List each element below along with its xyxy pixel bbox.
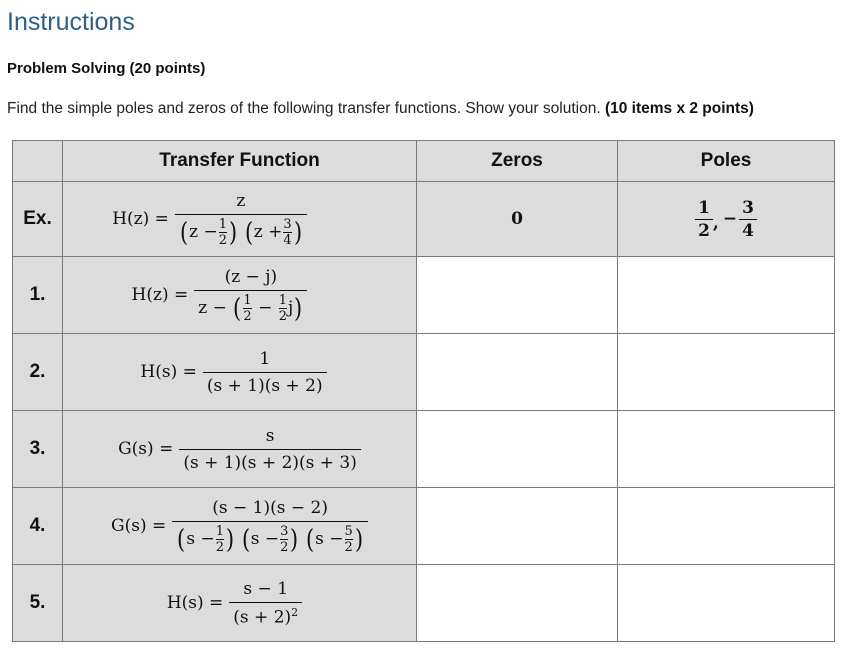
zeros-answer-cell[interactable] bbox=[417, 334, 618, 411]
header-zeros: Zeros bbox=[417, 141, 618, 182]
pole-fraction bbox=[695, 198, 713, 241]
fraction bbox=[203, 349, 327, 396]
table-row bbox=[13, 334, 835, 411]
row-label: Ex. bbox=[13, 182, 63, 257]
numerator: (s − 1)(s − 2) bbox=[212, 497, 328, 518]
mini-numerator: 3 bbox=[280, 523, 289, 539]
poles-answer-cell[interactable] bbox=[618, 334, 835, 411]
mini-fraction bbox=[243, 294, 251, 323]
zeros-answer-cell[interactable] bbox=[417, 488, 618, 565]
numerator: 1 bbox=[259, 348, 271, 369]
mini-numerator: 1 bbox=[218, 216, 227, 232]
row-label: 5. bbox=[13, 565, 63, 642]
pole-denominator: 2 bbox=[695, 219, 713, 241]
page-heading: Instructions bbox=[7, 8, 135, 36]
pole-sign: − bbox=[722, 209, 738, 229]
mini-fraction bbox=[279, 294, 287, 323]
mini-numerator: 1 bbox=[278, 292, 288, 308]
zeros-cell bbox=[417, 182, 618, 257]
denominator: (s − $\frac{1}{2}$ ) (s − $\frac{3}{2}$ ) (s − $\frac{5}{2}$ ) bbox=[172, 521, 368, 554]
table-row bbox=[13, 565, 835, 642]
transfer-function-cell bbox=[63, 565, 417, 642]
pole-separator: , bbox=[712, 213, 719, 233]
fraction bbox=[194, 267, 307, 323]
numerator: (z − j) bbox=[224, 266, 278, 287]
instruction-points: (10 items x 2 points) bbox=[604, 100, 754, 117]
table-row-example bbox=[13, 182, 835, 257]
pole-fraction bbox=[739, 198, 757, 241]
instruction-text bbox=[7, 100, 754, 118]
transfer-function-expression bbox=[132, 267, 308, 323]
zeros-answer-cell[interactable] bbox=[417, 411, 618, 488]
fraction bbox=[172, 498, 368, 554]
row-label: 2. bbox=[13, 334, 63, 411]
factor-prefix: z + bbox=[253, 222, 283, 242]
operator: − bbox=[258, 298, 273, 318]
function-lhs: G(s) = bbox=[111, 516, 167, 536]
mini-fraction bbox=[345, 525, 353, 554]
transfer-function-expression bbox=[112, 191, 307, 247]
table-row bbox=[13, 411, 835, 488]
poles-value bbox=[695, 198, 757, 241]
transfer-function-cell bbox=[63, 334, 417, 411]
mini-denominator: 2 bbox=[344, 539, 353, 555]
poles-answer-cell[interactable] bbox=[618, 565, 835, 642]
fraction bbox=[229, 579, 302, 628]
factor-prefix: s − bbox=[186, 529, 215, 549]
table-row bbox=[13, 257, 835, 334]
transfer-function-cell bbox=[63, 257, 417, 334]
mini-numerator: 5 bbox=[344, 523, 353, 539]
mini-denominator: 2 bbox=[280, 539, 289, 555]
transfer-function-expression bbox=[111, 498, 368, 554]
transfer-function-expression bbox=[140, 349, 326, 396]
denominator: (s + 1)(s + 2) bbox=[203, 372, 327, 396]
denominator: z − ( $\frac{1}{2}$ − $\frac{1}{2}$ j) bbox=[194, 290, 307, 323]
mini-numerator: 1 bbox=[215, 523, 225, 539]
function-lhs: H(z) = bbox=[131, 285, 189, 305]
zeros-answer-cell[interactable] bbox=[417, 565, 618, 642]
transfer-function-cell bbox=[63, 411, 417, 488]
poles-answer-cell[interactable] bbox=[618, 411, 835, 488]
denominator: (z − $\frac{1}{2}$ ) (z + $\frac{3}{4}$ ) bbox=[175, 214, 307, 247]
row-label: 4. bbox=[13, 488, 63, 565]
function-lhs: H(z) = bbox=[112, 209, 169, 229]
header-transfer-function: Transfer Function bbox=[63, 141, 417, 182]
pole-numerator: 1 bbox=[698, 197, 710, 218]
header-poles: Poles bbox=[618, 141, 835, 182]
poles-cell bbox=[618, 182, 835, 257]
factor-prefix: s − bbox=[250, 529, 280, 549]
function-lhs: G(s) = bbox=[118, 439, 174, 459]
row-label: 3. bbox=[13, 411, 63, 488]
mini-fraction bbox=[219, 218, 227, 247]
transfer-function-table bbox=[12, 140, 835, 642]
mini-denominator: 2 bbox=[218, 232, 227, 248]
fraction bbox=[175, 191, 307, 247]
transfer-function-cell bbox=[63, 488, 417, 565]
mini-denominator: 4 bbox=[283, 232, 292, 248]
zeros-answer-cell[interactable] bbox=[417, 257, 618, 334]
denominator-base: (s + 2) bbox=[233, 607, 292, 628]
fraction bbox=[179, 426, 361, 473]
mini-fraction bbox=[216, 525, 224, 554]
factor-prefix: z − bbox=[189, 222, 218, 242]
mini-numerator: 3 bbox=[283, 216, 292, 232]
zeros-value: 0 bbox=[511, 209, 523, 229]
table-row bbox=[13, 488, 835, 565]
section-title: Problem Solving (20 points) bbox=[7, 60, 206, 77]
mini-fraction bbox=[283, 218, 291, 247]
pole-denominator: 4 bbox=[739, 219, 757, 241]
pole-numerator: 3 bbox=[742, 197, 754, 218]
denominator bbox=[229, 602, 302, 628]
mini-denominator: 2 bbox=[215, 539, 225, 555]
row-label: 1. bbox=[13, 257, 63, 334]
transfer-function-cell bbox=[63, 182, 417, 257]
imaginary-unit: j bbox=[288, 298, 294, 318]
header-item bbox=[13, 141, 63, 182]
instruction-body: Find the simple poles and zeros of the following transfer functions. Show your solution. bbox=[7, 100, 605, 117]
poles-answer-cell[interactable] bbox=[618, 488, 835, 565]
factor-prefix: s − bbox=[315, 529, 344, 549]
numerator: s bbox=[265, 425, 275, 446]
transfer-function-expression bbox=[118, 426, 361, 473]
function-lhs: H(s) = bbox=[140, 362, 197, 382]
mini-fraction bbox=[280, 525, 288, 554]
numerator: s − 1 bbox=[243, 578, 289, 599]
mini-numerator: 1 bbox=[243, 292, 252, 308]
table-header-row bbox=[13, 141, 835, 182]
transfer-function-expression bbox=[167, 579, 302, 628]
denominator: (s + 1)(s + 2)(s + 3) bbox=[179, 449, 361, 473]
factor-prefix: z − bbox=[198, 298, 227, 318]
function-lhs: H(s) = bbox=[166, 593, 224, 613]
poles-answer-cell[interactable] bbox=[618, 257, 835, 334]
denominator-exponent: 2 bbox=[291, 605, 299, 619]
numerator: z bbox=[236, 190, 246, 211]
mini-denominator: 2 bbox=[243, 308, 252, 324]
mini-denominator: 2 bbox=[278, 308, 288, 324]
